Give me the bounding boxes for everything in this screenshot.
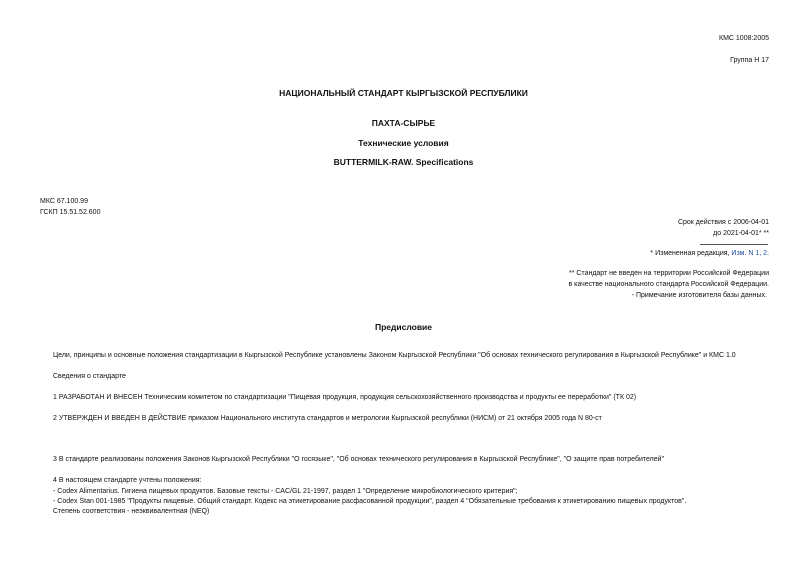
english-title: BUTTERMILK-RAW. Specifications <box>333 157 474 167</box>
amended-note-suffix: . <box>767 250 769 257</box>
validity-to: до 2021-04-01* ** <box>713 230 769 237</box>
foreword-item-4-codex-stan: - Codex Stan 001-1985 "Продукты пищевые. Общий стандарт. Кодекс на этикетирование расфасованной продукции", раздел 4 "Обязательные требования к этикетированию пищевых продуктов". <box>53 498 687 505</box>
document-code: КМС 1008:2005 <box>719 35 769 42</box>
footnote-divider <box>700 244 768 245</box>
foreword-heading: Предисловие <box>374 322 433 332</box>
foreword-item-2: 2 УТВЕРЖДЕН И ВВЕДЕН В ДЕЙСТВИЕ приказом Национального института стандартов и метрологии Кыргызской республики (НИСМ) от 21 октября 2005 года N 80-ст <box>53 415 602 422</box>
validity-from: Срок действия с 2006-04-01 <box>677 219 769 226</box>
group-code: Группа Н 17 <box>730 57 769 64</box>
amended-note <box>650 250 769 257</box>
subtitle: Технические условия <box>358 138 449 148</box>
not-adopted-note-line-3: - Примечание изготовителя базы данных. <box>631 292 767 299</box>
foreword-item-4-codex-alimentarius: - Codex Alimentarius. Гигиена пищевых продуктов. Базовые тексты - CAC/GL 21-1997, раздел 1 "Определение микробиологического критерия"; <box>53 488 518 495</box>
national-standard-title: НАЦИОНАЛЬНЫЙ СТАНДАРТ КЫРГЫЗСКОЙ РЕСПУБЛИКИ <box>279 88 528 98</box>
not-adopted-note-line-1: ** Стандарт не введен на территории Российской Федерации <box>568 270 769 277</box>
standard-info-label: Сведения о стандарте <box>53 373 126 380</box>
foreword-item-3: 3 В стандарте реализованы положения Законов Кыргызской Республики "О госязыке", "Об основах технического регулирования в Кыргызской Республике", "О защите прав потребителей" <box>53 456 665 463</box>
product-title: ПАХТА-СЫРЬЕ <box>371 118 436 128</box>
mks-code: МКС 67.100.99 <box>40 198 88 205</box>
amendment-link[interactable]: Изм. N 1, 2 <box>731 250 768 257</box>
foreword-item-4-heading: 4 В настоящем стандарте учтены положения: <box>53 477 202 484</box>
not-adopted-note-line-2: в качестве национального стандарта Российской Федерации. <box>568 281 769 288</box>
foreword-intro: Цели, принципы и основные положения стандартизации в Кыргызской Республике установлены Законом Кыргызской Республики "Об основах технического регулирования в Кыргызской Республике" и КМС 1.0 <box>53 352 736 359</box>
gskp-code: ГСКП 15.51.52.600 <box>40 209 101 216</box>
amended-note-prefix: * Измененная редакция, <box>650 250 732 257</box>
foreword-item-1: 1 РАЗРАБОТАН И ВНЕСЕН Техническим комитетом по стандартизации "Пищевая продукция, продукция сельскохозяйственного производства и продукты ее переработки" (ТК 02) <box>53 394 637 401</box>
conformity-degree: Степень соответствия - неэквивалентная (NEQ) <box>53 508 210 515</box>
